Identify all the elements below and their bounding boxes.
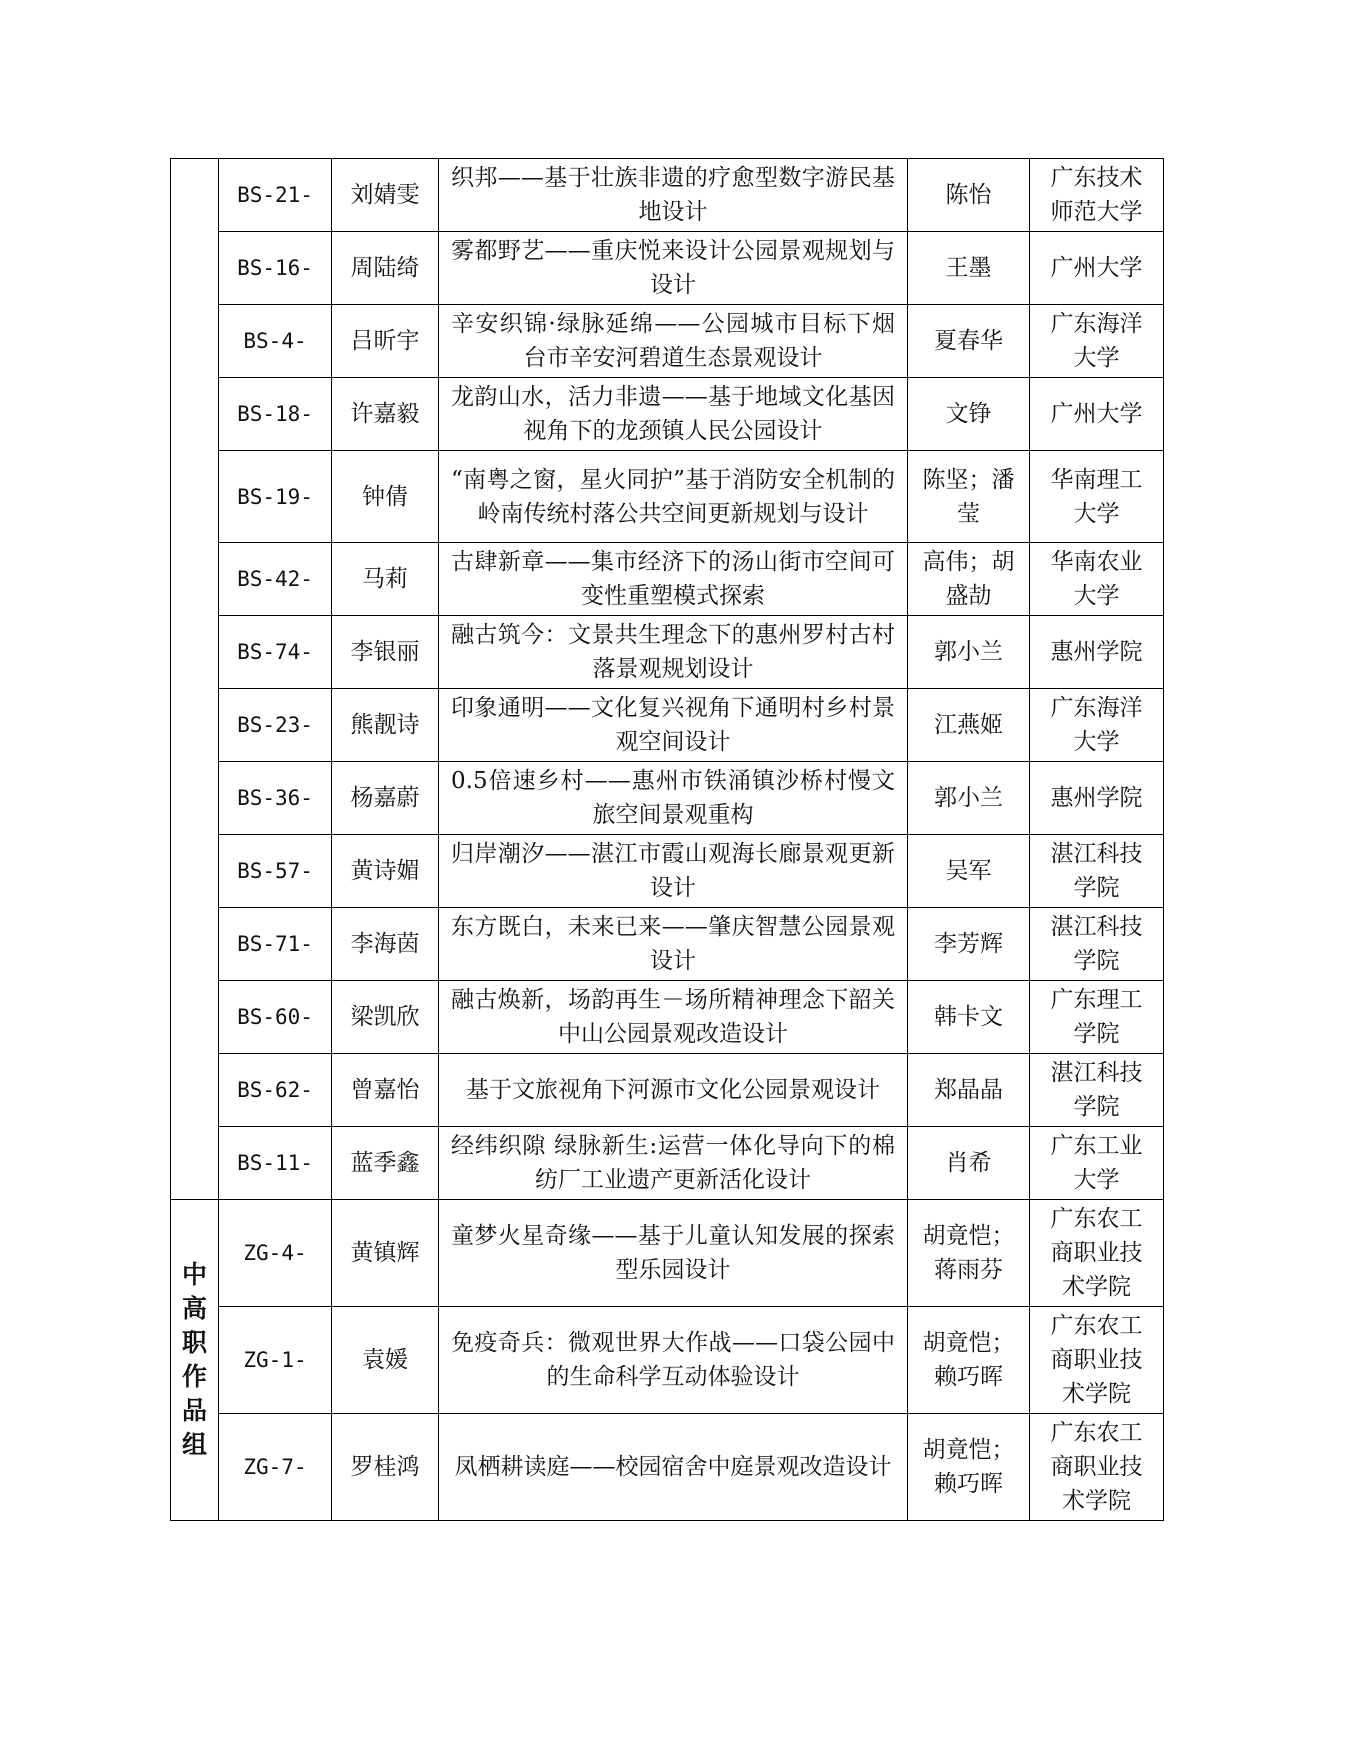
student-name-cell: 周陆绮 bbox=[332, 232, 439, 305]
school-cell: 湛江科技学院 bbox=[1030, 835, 1164, 908]
entry-code-cell: BS-23- bbox=[219, 689, 332, 762]
entry-code-cell: ZG-4- bbox=[219, 1200, 332, 1307]
table-row bbox=[171, 1127, 1164, 1200]
entry-code-cell: BS-21- bbox=[219, 159, 332, 232]
student-name-cell: 黄诗媚 bbox=[332, 835, 439, 908]
table-row bbox=[171, 1414, 1164, 1521]
entry-code-cell: BS-11- bbox=[219, 1127, 332, 1200]
table-row bbox=[171, 616, 1164, 689]
entry-code-cell: BS-71- bbox=[219, 908, 332, 981]
school-cell: 湛江科技学院 bbox=[1030, 1054, 1164, 1127]
work-title-cell: 0.5倍速乡村——惠州市铁涌镇沙桥村慢文旅空间景观重构 bbox=[439, 762, 908, 835]
student-name-cell: 曾嘉怡 bbox=[332, 1054, 439, 1127]
table-row bbox=[171, 762, 1164, 835]
school-cell: 惠州学院 bbox=[1030, 616, 1164, 689]
student-name-cell: 黄镇辉 bbox=[332, 1200, 439, 1307]
table-row bbox=[171, 232, 1164, 305]
school-cell: 广东技术师范大学 bbox=[1030, 159, 1164, 232]
table-row bbox=[171, 981, 1164, 1054]
entry-code-cell: ZG-1- bbox=[219, 1307, 332, 1414]
school-cell: 广东理工学院 bbox=[1030, 981, 1164, 1054]
advisor-cell: 郑晶晶 bbox=[908, 1054, 1030, 1127]
school-cell: 广州大学 bbox=[1030, 232, 1164, 305]
table-row bbox=[171, 451, 1164, 543]
work-title-cell: 凤栖耕读庭——校园宿舍中庭景观改造设计 bbox=[439, 1414, 908, 1521]
school-cell: 广州大学 bbox=[1030, 378, 1164, 451]
student-name-cell: 马莉 bbox=[332, 543, 439, 616]
work-title-cell: 免疫奇兵：微观世界大作战——口袋公园中的生命科学互动体验设计 bbox=[439, 1307, 908, 1414]
group-label-cell bbox=[171, 159, 219, 1200]
entry-code-cell: BS-60- bbox=[219, 981, 332, 1054]
advisor-cell: 胡竟恺；蒋雨芬 bbox=[908, 1200, 1030, 1307]
entry-code-cell: BS-16- bbox=[219, 232, 332, 305]
table-body bbox=[171, 159, 1164, 1521]
work-title-cell: 印象通明——文化复兴视角下通明村乡村景观空间设计 bbox=[439, 689, 908, 762]
group-label-cell bbox=[171, 1200, 219, 1521]
work-title-cell: 雾都野艺——重庆悦来设计公园景观规划与设计 bbox=[439, 232, 908, 305]
advisor-cell: 江燕姬 bbox=[908, 689, 1030, 762]
entry-code-cell: BS-62- bbox=[219, 1054, 332, 1127]
school-cell: 湛江科技学院 bbox=[1030, 908, 1164, 981]
work-title-cell: 融古焕新，场韵再生－场所精神理念下韶关中山公园景观改造设计 bbox=[439, 981, 908, 1054]
work-title-cell: 融古筑今：文景共生理念下的惠州罗村古村落景观规划设计 bbox=[439, 616, 908, 689]
student-name-cell: 袁媛 bbox=[332, 1307, 439, 1414]
entry-code-cell: BS-42- bbox=[219, 543, 332, 616]
work-title-cell: 基于文旅视角下河源市文化公园景观设计 bbox=[439, 1054, 908, 1127]
school-cell: 广东海洋大学 bbox=[1030, 305, 1164, 378]
work-title-cell: 织邦——基于壮族非遗的疗愈型数字游民基地设计 bbox=[439, 159, 908, 232]
student-name-cell: 梁凯欣 bbox=[332, 981, 439, 1054]
school-cell: 广东农工商职业技术学院 bbox=[1030, 1414, 1164, 1521]
advisor-cell: 吴军 bbox=[908, 835, 1030, 908]
advisor-cell: 王墨 bbox=[908, 232, 1030, 305]
table-row bbox=[171, 305, 1164, 378]
work-title-cell: 经纬织隙 绿脉新生:运营一体化导向下的棉纺厂工业遗产更新活化设计 bbox=[439, 1127, 908, 1200]
entry-code-cell: BS-74- bbox=[219, 616, 332, 689]
student-name-cell: 罗桂鸿 bbox=[332, 1414, 439, 1521]
advisor-cell: 郭小兰 bbox=[908, 762, 1030, 835]
work-title-cell: 归岸潮汐——湛江市霞山观海长廊景观更新设计 bbox=[439, 835, 908, 908]
student-name-cell: 熊靓诗 bbox=[332, 689, 439, 762]
work-title-cell: 龙韵山水，活力非遗——基于地域文化基因视角下的龙颈镇人民公园设计 bbox=[439, 378, 908, 451]
student-name-cell: 吕昕宇 bbox=[332, 305, 439, 378]
table-row bbox=[171, 835, 1164, 908]
advisor-cell: 李芳辉 bbox=[908, 908, 1030, 981]
advisor-cell: 郭小兰 bbox=[908, 616, 1030, 689]
table-row bbox=[171, 689, 1164, 762]
school-cell: 广东工业大学 bbox=[1030, 1127, 1164, 1200]
school-cell: 广东海洋大学 bbox=[1030, 689, 1164, 762]
work-title-cell: 童梦火星奇缘——基于儿童认知发展的探索型乐园设计 bbox=[439, 1200, 908, 1307]
school-cell: 华南农业大学 bbox=[1030, 543, 1164, 616]
student-name-cell: 杨嘉蔚 bbox=[332, 762, 439, 835]
table-row bbox=[171, 378, 1164, 451]
advisor-cell: 陈怡 bbox=[908, 159, 1030, 232]
table-row bbox=[171, 908, 1164, 981]
entry-code-cell: BS-57- bbox=[219, 835, 332, 908]
school-cell: 广东农工商职业技术学院 bbox=[1030, 1200, 1164, 1307]
school-cell: 惠州学院 bbox=[1030, 762, 1164, 835]
advisor-cell: 文铮 bbox=[908, 378, 1030, 451]
advisor-cell: 胡竟恺；赖巧晖 bbox=[908, 1307, 1030, 1414]
student-name-cell: 许嘉毅 bbox=[332, 378, 439, 451]
student-name-cell: 李海茵 bbox=[332, 908, 439, 981]
student-name-cell: 刘婧雯 bbox=[332, 159, 439, 232]
school-cell: 广东农工商职业技术学院 bbox=[1030, 1307, 1164, 1414]
entry-code-cell: BS-4- bbox=[219, 305, 332, 378]
advisor-cell: 陈坚；潘莹 bbox=[908, 451, 1030, 543]
work-title-cell: “南粤之窗，星火同护”基于消防安全机制的岭南传统村落公共空间更新规划与设计 bbox=[439, 451, 908, 543]
advisor-cell: 胡竟恺；赖巧晖 bbox=[908, 1414, 1030, 1521]
work-title-cell: 辛安织锦·绿脉延绵——公园城市目标下烟台市辛安河碧道生态景观设计 bbox=[439, 305, 908, 378]
entry-code-cell: BS-18- bbox=[219, 378, 332, 451]
student-name-cell: 蓝季鑫 bbox=[332, 1127, 439, 1200]
award-list-table bbox=[170, 158, 1164, 1521]
student-name-cell: 李银丽 bbox=[332, 616, 439, 689]
work-title-cell: 东方既白，未来已来——肇庆智慧公园景观设计 bbox=[439, 908, 908, 981]
entry-code-cell: ZG-7- bbox=[219, 1414, 332, 1521]
school-cell: 华南理工大学 bbox=[1030, 451, 1164, 543]
advisor-cell: 肖希 bbox=[908, 1127, 1030, 1200]
entry-code-cell: BS-36- bbox=[219, 762, 332, 835]
advisor-cell: 韩卡文 bbox=[908, 981, 1030, 1054]
table-row bbox=[171, 1054, 1164, 1127]
student-name-cell: 钟倩 bbox=[332, 451, 439, 543]
table-row bbox=[171, 543, 1164, 616]
table-row bbox=[171, 159, 1164, 232]
entry-code-cell: BS-19- bbox=[219, 451, 332, 543]
table-row bbox=[171, 1307, 1164, 1414]
table-row bbox=[171, 1200, 1164, 1307]
advisor-cell: 夏春华 bbox=[908, 305, 1030, 378]
work-title-cell: 古肆新章——集市经济下的汤山街市空间可变性重塑模式探索 bbox=[439, 543, 908, 616]
group-label: 中高职作品组 bbox=[181, 1260, 207, 1459]
advisor-cell: 高伟；胡盛劼 bbox=[908, 543, 1030, 616]
